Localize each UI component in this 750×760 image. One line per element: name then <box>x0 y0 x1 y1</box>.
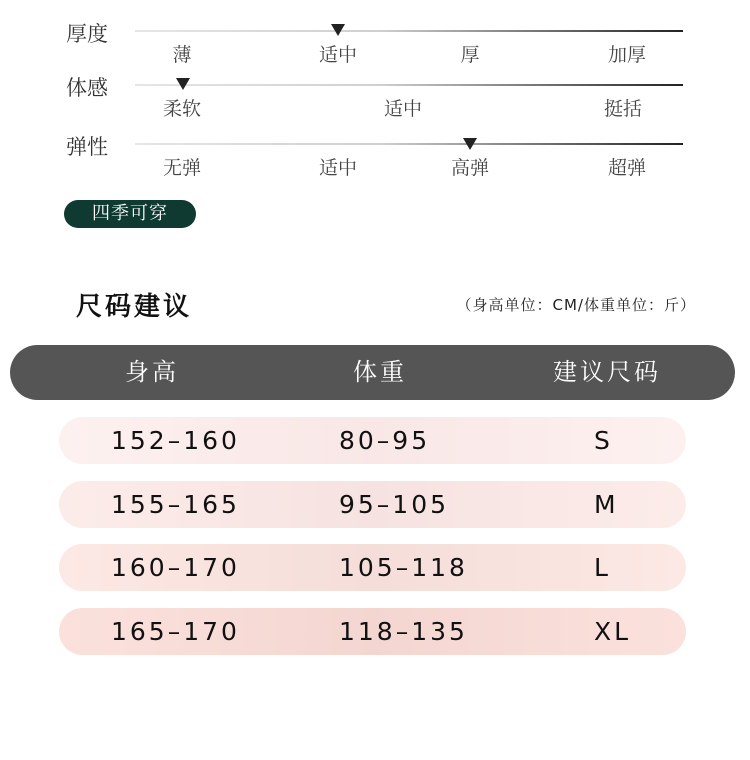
cell-size: M <box>594 490 619 519</box>
attribute-option: 适中 <box>318 44 358 66</box>
attribute-option: 高弹 <box>450 157 490 179</box>
cell-weight: 118–135 <box>339 617 468 646</box>
attribute-option: 薄 <box>172 44 192 66</box>
header-height: 身高 <box>125 358 179 386</box>
unit-note: （身高单位：CM/体重单位：斤） <box>456 296 696 314</box>
cell-height: 160–170 <box>111 553 240 582</box>
attribute-option: 无弹 <box>162 157 202 179</box>
attribute-option: 挺括 <box>603 98 643 120</box>
attribute-option: 厚 <box>460 44 480 66</box>
table-row <box>59 608 686 655</box>
cell-weight: 105–118 <box>339 553 468 582</box>
header-size: 建议尺码 <box>553 358 661 386</box>
selected-marker-icon <box>176 78 190 90</box>
cell-height: 165–170 <box>111 617 240 646</box>
table-row <box>59 481 686 528</box>
cell-size: S <box>594 426 613 455</box>
attribute-option: 柔软 <box>162 98 202 120</box>
attribute-option: 适中 <box>383 98 423 120</box>
cell-size: XL <box>594 617 632 646</box>
attribute-label: 弹性 <box>66 135 108 159</box>
cell-weight: 95–105 <box>339 490 450 519</box>
attribute-option: 超弹 <box>607 157 647 179</box>
attribute-option: 加厚 <box>607 44 647 66</box>
attribute-label: 体感 <box>66 76 108 100</box>
selected-marker-icon <box>331 24 345 36</box>
cell-height: 152–160 <box>111 426 240 455</box>
size-section-title: 尺码建议 <box>76 292 193 322</box>
cell-weight: 80–95 <box>339 426 431 455</box>
table-row <box>59 417 686 464</box>
attribute-label: 厚度 <box>66 22 108 46</box>
size-table-header <box>10 345 735 400</box>
attribute-scale-line <box>135 84 683 86</box>
selected-marker-icon <box>463 138 477 150</box>
header-weight: 体重 <box>353 358 407 386</box>
attribute-scale-line <box>135 30 683 32</box>
table-row <box>59 544 686 591</box>
season-badge: 四季可穿 <box>64 200 196 228</box>
cell-size: L <box>594 553 611 582</box>
cell-height: 155–165 <box>111 490 240 519</box>
attribute-scale-line <box>135 143 683 145</box>
attribute-option: 适中 <box>318 157 358 179</box>
